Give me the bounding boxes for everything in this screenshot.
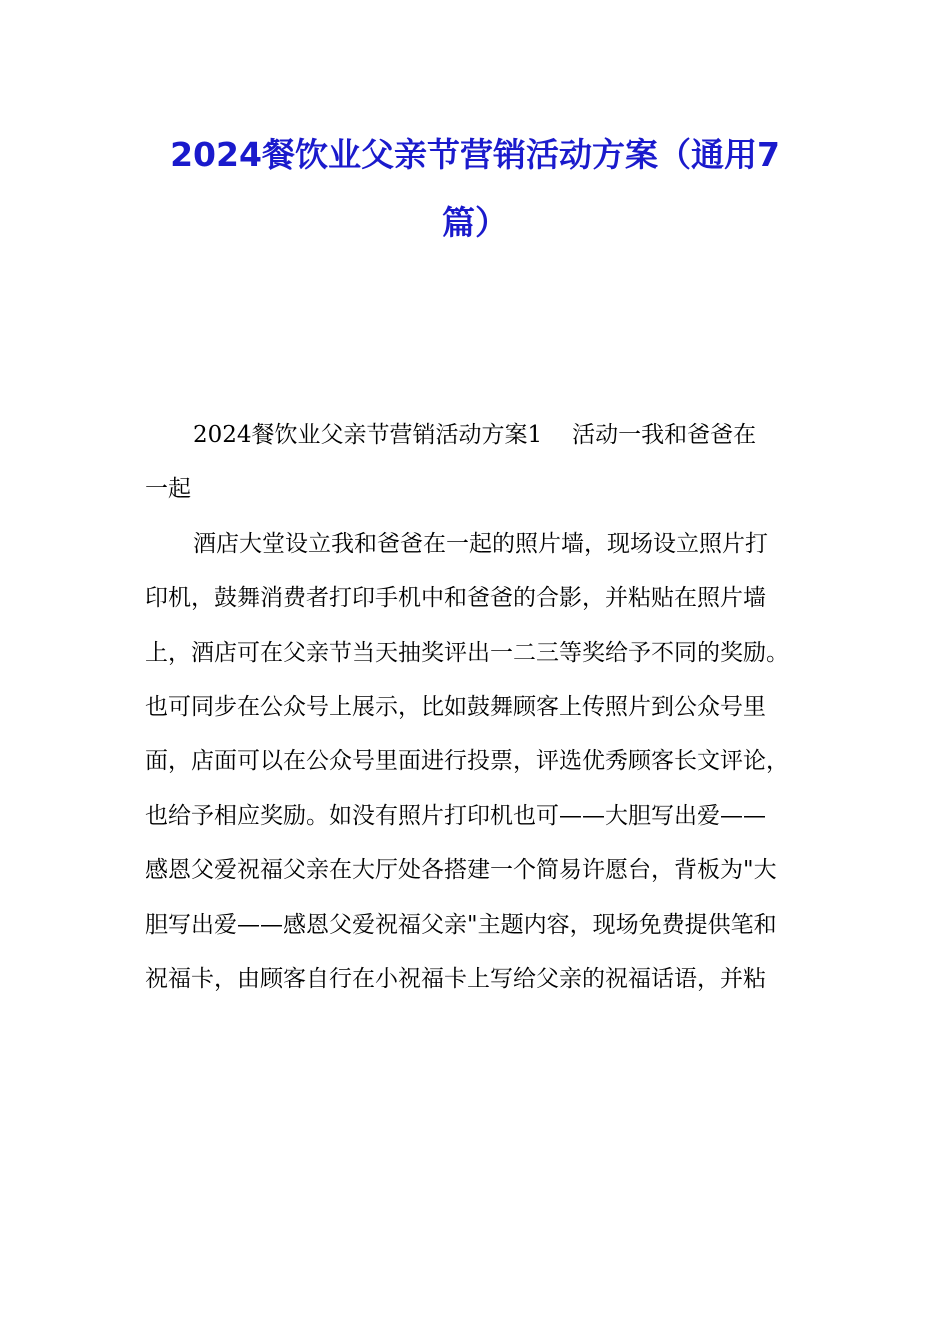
paragraph-line: 也给予相应奖励。如没有照片打印机也可——大胆写出爱——	[145, 802, 766, 829]
section-heading	[145, 408, 810, 462]
paragraph-line: 也可同步在公众号上展示，比如鼓舞顾客上传照片到公众号里	[145, 693, 766, 720]
title-line-1: 2024餐饮业父亲节营销活动方案（通用7	[170, 135, 780, 174]
paragraph-line: 面，店面可以在公众号里面进行投票，评选优秀顾客长文评论，	[145, 748, 789, 775]
section-heading-title: 2024餐饮业父亲节营销活动方案1	[193, 422, 543, 448]
paragraph-line: 印机，鼓舞消费者打印手机中和爸爸的合影，并粘贴在照片墙	[145, 585, 766, 612]
paragraph-line: 祝福卡，由顾客自行在小祝福卡上写给父亲的祝福话语，并粘	[145, 965, 766, 992]
paragraph-line: 上，酒店可在父亲节当天抽奖评出一二三等奖给予不同的奖励。	[145, 639, 789, 666]
section-heading-continuation: 一起	[145, 476, 191, 503]
paragraph-line: 胆写出爱——感恩父爱祝福父亲"主题内容，现场免费提供笔和	[145, 911, 777, 938]
document-body	[145, 408, 810, 1006]
paragraph-line: 感恩父爱祝福父亲在大厅处各搭建一个简易许愿台，背板为"大	[145, 857, 777, 884]
section-heading-subtitle: 活动一我和爸爸在	[572, 422, 757, 448]
document-title	[140, 121, 810, 257]
paragraph-line: 酒店大堂设立我和爸爸在一起的照片墙，现场设立照片打	[193, 530, 768, 557]
title-line-2: 篇）	[442, 203, 508, 242]
